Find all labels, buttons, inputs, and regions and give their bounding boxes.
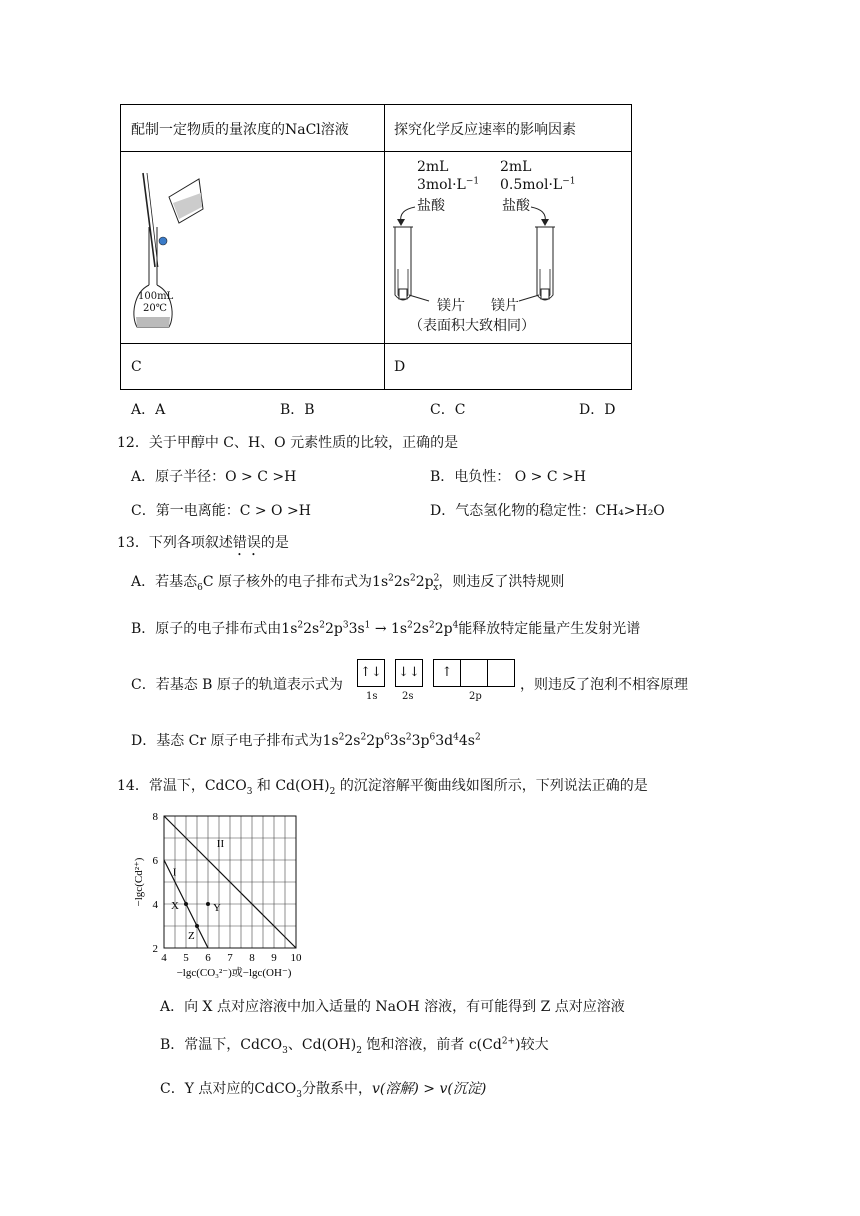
series-label: II bbox=[216, 837, 225, 850]
q12-option-d: D．气态氢化物的稳定性：CH₄>H₂O bbox=[430, 503, 665, 519]
q11-option-c: C．C bbox=[430, 402, 466, 418]
solubility-chart bbox=[130, 808, 315, 986]
q11-option-d: D．D bbox=[579, 402, 616, 418]
q12-option-b: B．电负性： O > C >H bbox=[430, 469, 586, 485]
q12-option-c: C．第一电离能：C > O >H bbox=[131, 503, 311, 519]
orbital-2p: ↑ bbox=[433, 659, 515, 687]
test-tubes-figure bbox=[391, 195, 571, 307]
tube2-acid: 盐酸 bbox=[502, 198, 530, 214]
series-label: I bbox=[172, 866, 177, 879]
point-Y bbox=[206, 902, 210, 906]
q13-option-d: D．基态 Cr 原子电子排布式为$1s^22s^22p^63s^23p^63d^44s^2$ bbox=[131, 732, 481, 749]
point-Z bbox=[195, 924, 199, 928]
point-X bbox=[184, 902, 188, 906]
x-axis-label: −lgc(CO₃²⁻)或−lgc(OH⁻) bbox=[176, 967, 292, 979]
cell-header-d: 探究化学反应速率的影响因素 bbox=[394, 122, 576, 138]
q13-option-c-text: C．若基态 B 原子的轨道表示式为 bbox=[131, 677, 343, 693]
tube1-volume: 2mL bbox=[417, 159, 449, 175]
q14-option-c: C．Y 点对应的CdCO$_3$分散系中，v(溶解) > v(沉淀) bbox=[160, 1081, 487, 1100]
experiment-table bbox=[120, 104, 632, 390]
flask-volume-label: 100mL bbox=[138, 291, 174, 302]
x-tick-label: 6 bbox=[205, 952, 211, 964]
point-label: Z bbox=[188, 930, 195, 942]
x-tick-label: 5 bbox=[183, 952, 189, 964]
x-tick-label: 10 bbox=[290, 952, 302, 964]
q12-option-a: A．原子半径：O > C >H bbox=[131, 469, 297, 485]
x-tick-label: 7 bbox=[227, 952, 233, 964]
q13-option-c-tail: ，则违反了泡利不相容原理 bbox=[520, 677, 688, 693]
orbital-label-1s: 1s bbox=[366, 691, 378, 702]
orbital-2s: ↓↓ bbox=[395, 659, 423, 687]
q11-option-a: A．A bbox=[131, 402, 166, 418]
y-tick-label: 6 bbox=[152, 855, 158, 867]
q14-option-a: A．向 X 点对应溶液中加入适量的 NaOH 溶液，有可能得到 Z 点对应溶液 bbox=[160, 999, 625, 1015]
cell-header-c: 配制一定物质的量浓度的NaCl溶液 bbox=[131, 122, 349, 138]
y-tick-label: 4 bbox=[152, 899, 158, 911]
cell-label-d: D bbox=[394, 359, 406, 375]
q11-option-b: B．B bbox=[280, 402, 315, 418]
tube1-acid: 盐酸 bbox=[417, 198, 445, 214]
x-tick-label: 8 bbox=[249, 952, 255, 964]
q13-option-b: B．原子的电子排布式由$1s^22s^22p^33s^1 \to 1s^22s^22p^4$能释放特定能量产生发射光谱 bbox=[131, 620, 641, 637]
flask-temp-label: 20℃ bbox=[143, 303, 167, 314]
orbital-label-2p: 2p bbox=[469, 691, 482, 702]
table-divider bbox=[121, 343, 631, 344]
q14-option-b: B．常温下，CdCO$_3$、$Cd(OH)_2$ 饱和溶液，前者 $c(Cd^{2+})$较大 bbox=[160, 1036, 549, 1056]
orbital-1s: ↑↓ bbox=[357, 659, 385, 687]
q12-stem: 12．关于甲醇中 C、H、O 元素性质的比较，正确的是 bbox=[117, 435, 459, 451]
tube2-concentration: $0.5mol\cdot L^{-1}$ bbox=[500, 176, 576, 193]
cell-label-c: C bbox=[131, 359, 142, 375]
table-divider bbox=[384, 105, 385, 389]
x-tick-label: 9 bbox=[271, 952, 277, 964]
q13-stem: 13．下列各项叙述错误的是 bbox=[117, 535, 289, 551]
orbital-label-2s: 2s bbox=[402, 691, 414, 702]
tube2-volume: 2mL bbox=[500, 159, 532, 175]
mg-label-right: 镁片 bbox=[491, 298, 519, 314]
mg-note: （表面积大致相同） bbox=[409, 318, 535, 334]
point-label: X bbox=[171, 900, 179, 912]
table-divider bbox=[121, 151, 631, 152]
q14-stem: 14．常温下，CdCO$_3$ 和 $Cd(OH)_2$ 的沉淀溶解平衡曲线如图所示，下列说法正确的是 bbox=[117, 778, 648, 797]
point-label: Y bbox=[213, 902, 221, 914]
q13-option-a: A．若基态$_6$C 原子核外的电子排布式为$1s^22s^22p^2_x$，则违反了洪特规则 bbox=[131, 573, 565, 593]
tube1-concentration: $3mol\cdot L^{-1}$ bbox=[417, 176, 480, 193]
y-tick-label: 8 bbox=[152, 811, 158, 823]
x-tick-label: 4 bbox=[161, 952, 167, 964]
y-axis-label: −lgc(Cd²⁺) bbox=[133, 857, 145, 907]
volumetric-flask-figure bbox=[129, 167, 209, 337]
mg-label-left: 镁片 bbox=[437, 298, 465, 314]
y-tick-label: 2 bbox=[152, 943, 158, 955]
